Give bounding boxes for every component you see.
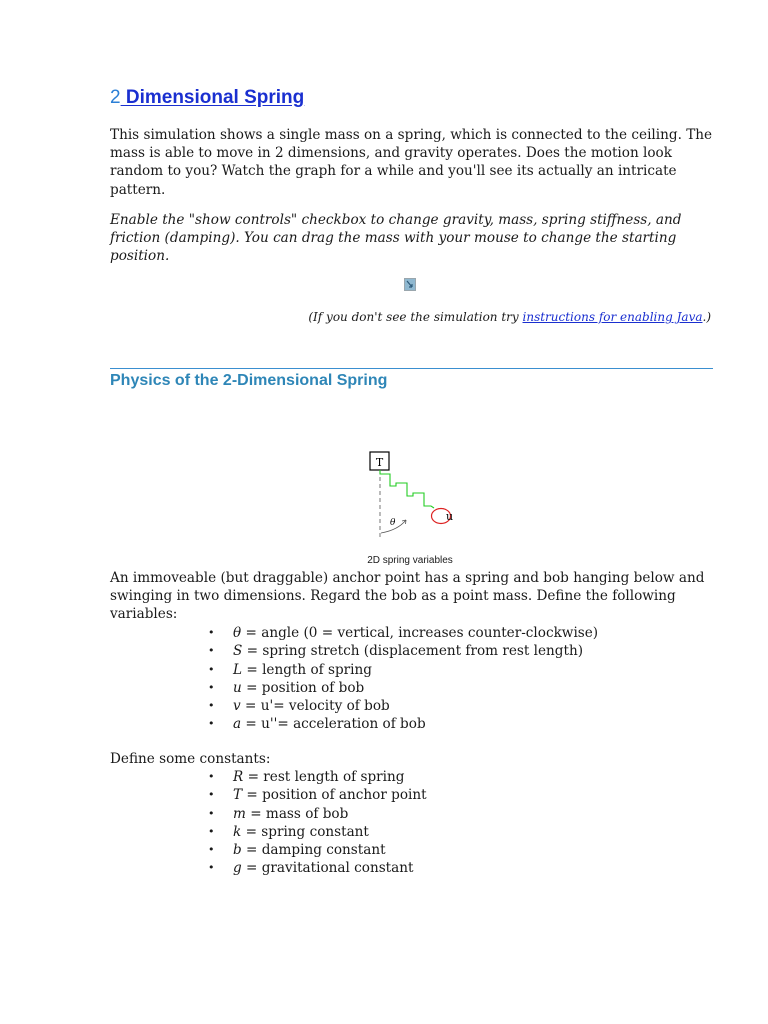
list-item bbox=[0, 823, 427, 841]
list-item bbox=[0, 679, 598, 697]
bullet: • bbox=[208, 699, 215, 713]
constant-text: = spring constant bbox=[241, 823, 369, 840]
list-item bbox=[0, 697, 598, 715]
list-item bbox=[0, 642, 598, 660]
figure-caption: 2D spring variables bbox=[367, 555, 453, 566]
section-divider bbox=[110, 368, 713, 369]
list-item bbox=[0, 841, 427, 859]
bullet: • bbox=[208, 626, 215, 639]
bob-label: u bbox=[446, 510, 454, 523]
list-item bbox=[0, 624, 598, 642]
spring-coil bbox=[380, 470, 434, 508]
list-item bbox=[0, 661, 598, 679]
variable-symbol: u bbox=[233, 679, 242, 696]
list-item bbox=[0, 768, 427, 786]
bullet: • bbox=[208, 861, 215, 875]
page-title bbox=[110, 86, 304, 110]
title-link[interactable]: Dimensional Spring bbox=[120, 87, 305, 108]
list-item bbox=[0, 805, 427, 823]
instructions-paragraph: Enable the "show controls" checkbox to change gravity, mass, spring stiffness, and friction (damping). You can drag the mass with your mouse to change the starting position. bbox=[110, 212, 682, 265]
variable-text: = length of spring bbox=[242, 661, 372, 678]
constants-intro: Define some constants: bbox=[110, 751, 271, 767]
variable-text: = spring stretch (displacement from rest length) bbox=[242, 643, 584, 660]
angle-label: θ bbox=[390, 518, 396, 528]
java-applet-icon[interactable] bbox=[404, 278, 416, 291]
bullet: • bbox=[208, 680, 215, 694]
bullet: • bbox=[208, 843, 215, 857]
variable-text: = u''= acceleration of bob bbox=[241, 716, 426, 733]
section-heading: Physics of the 2-Dimensional Spring bbox=[110, 372, 388, 389]
enable-java-link[interactable]: instructions for enabling Java bbox=[522, 310, 703, 324]
constant-symbol: m bbox=[233, 805, 246, 822]
variable-text: = position of bob bbox=[241, 679, 365, 696]
list-item bbox=[0, 786, 427, 804]
constant-text: = damping constant bbox=[241, 842, 386, 859]
constants-list bbox=[0, 768, 427, 878]
body-paragraph: An immoveable (but draggable) anchor point has a spring and bob hanging below and swinging in two dimensions. Regard the bob as a point mass. Define the following variables: bbox=[110, 570, 705, 623]
constant-symbol: T bbox=[233, 787, 243, 804]
bullet: • bbox=[208, 788, 215, 802]
java-note-suffix: .) bbox=[702, 310, 711, 324]
variable-symbol: θ bbox=[233, 625, 242, 641]
constant-symbol: b bbox=[233, 842, 242, 859]
variable-symbol: v bbox=[233, 698, 241, 715]
variable-symbol: S bbox=[233, 643, 243, 660]
bullet: • bbox=[208, 717, 215, 731]
anchor-label: T bbox=[375, 456, 384, 469]
list-item bbox=[0, 715, 598, 733]
bullet: • bbox=[208, 824, 215, 838]
variable-text: = angle (0 = vertical, increases counter-clockwise) bbox=[241, 625, 599, 641]
variable-symbol: L bbox=[233, 661, 243, 678]
java-note bbox=[308, 310, 711, 325]
constant-symbol: g bbox=[233, 860, 242, 877]
java-note-prefix: (If you don't see the simulation try bbox=[308, 310, 523, 324]
constant-text: = gravitational constant bbox=[241, 860, 414, 877]
bullet: • bbox=[208, 806, 215, 820]
intro-paragraph: This simulation shows a single mass on a spring, which is connected to the ceiling. The mass is able to move in 2 dimensions, and gravity operates. Does the motion look random to you? Watch the graph for a while and you'll see its actually an intricate pattern. bbox=[110, 127, 713, 198]
bullet: • bbox=[208, 770, 215, 783]
title-number: 2 bbox=[110, 87, 121, 108]
bullet: • bbox=[208, 662, 215, 676]
spring-diagram bbox=[350, 448, 470, 548]
variables-list bbox=[0, 624, 598, 734]
variable-symbol: a bbox=[233, 716, 242, 733]
constant-symbol: k bbox=[233, 823, 242, 840]
constant-text: = position of anchor point bbox=[242, 787, 427, 804]
bullet: • bbox=[208, 644, 215, 658]
constant-text: = mass of bob bbox=[245, 805, 349, 822]
constant-symbol: R bbox=[233, 769, 244, 785]
variable-text: = u'= velocity of bob bbox=[240, 698, 390, 715]
list-item bbox=[0, 859, 427, 877]
constant-text: = rest length of spring bbox=[243, 769, 405, 785]
